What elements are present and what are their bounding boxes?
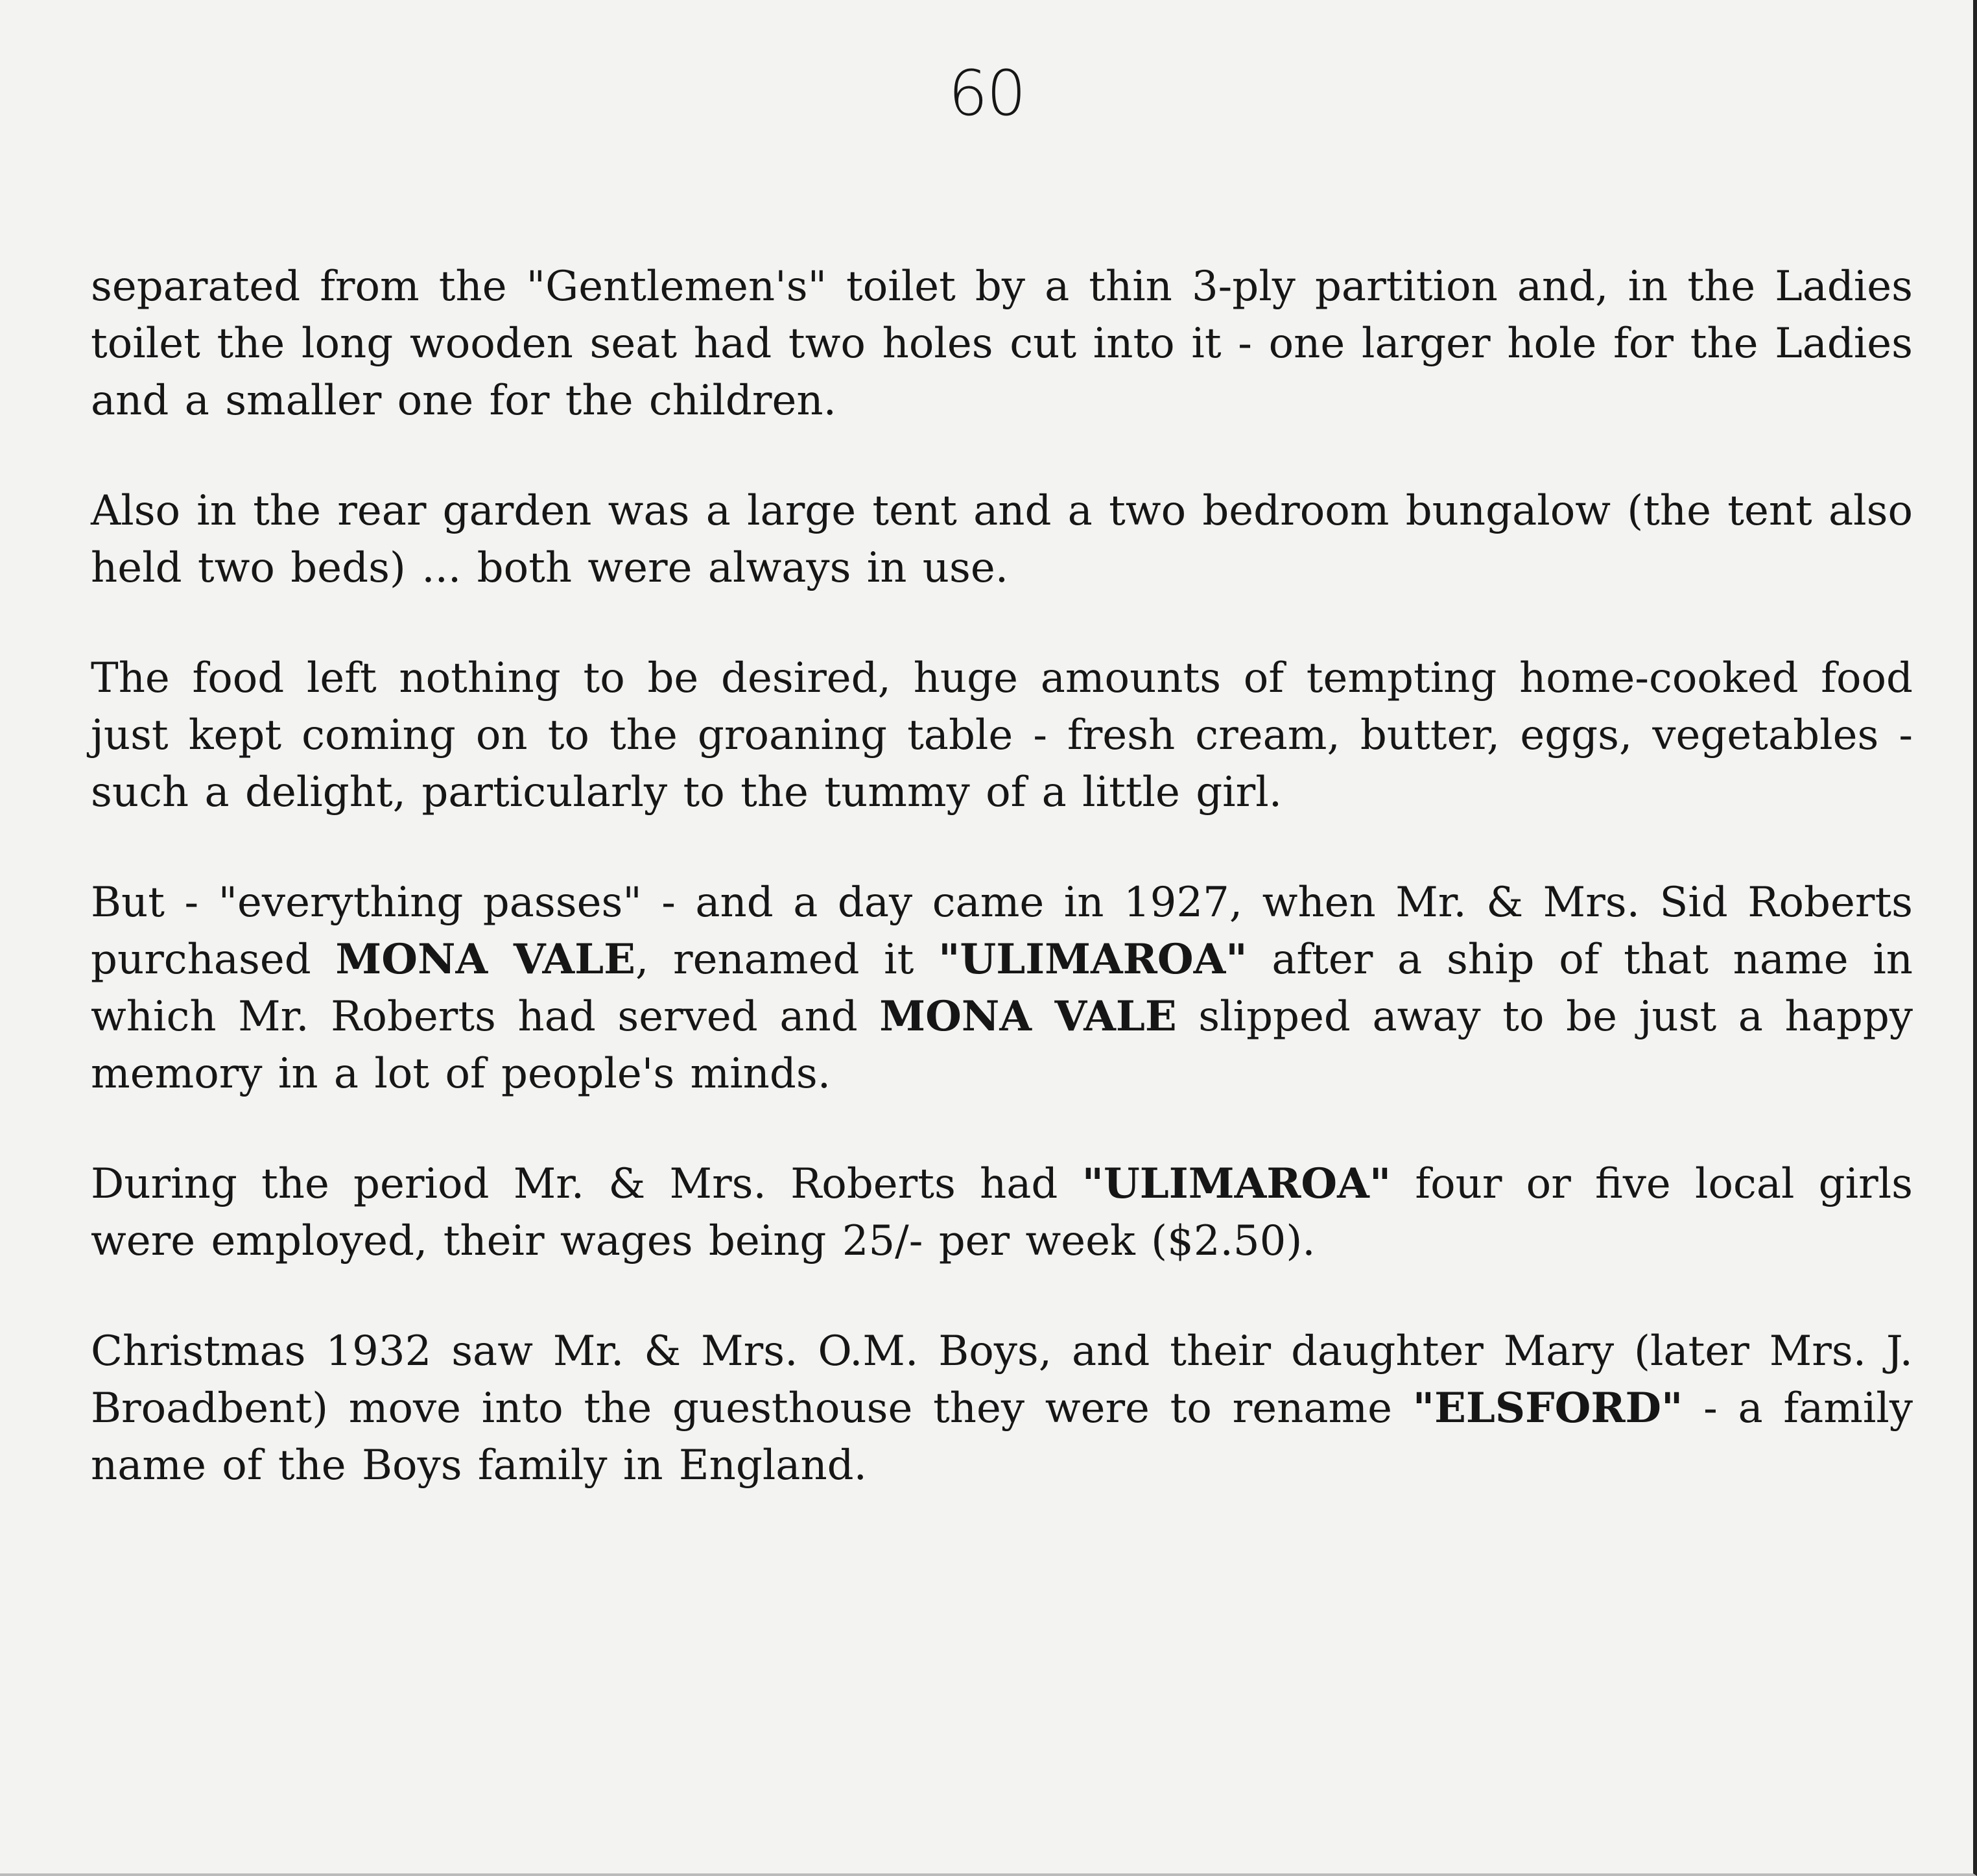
text-run: slipped away to be just a happy memory in a lot of people's minds.: [91, 993, 1913, 1098]
text-run: Also in the rear garden was a large tent and a two bedroom bungalow (the tent also held two beds) ... both were always in use.: [91, 487, 1913, 592]
body-text: [91, 258, 1913, 1494]
text-run: separated from the "Gentlemen's" toilet by a thin 3-ply partition and, in the Ladies toilet the long wooden seat had two holes cut into it - one larger hole for the Ladies and a smaller one for the children.: [91, 263, 1913, 425]
text-run: four or five local girls were employed, their wages being 25/- per week ($2.50).: [91, 1160, 1913, 1265]
bold-name: "ULIMAROA": [1082, 1159, 1391, 1208]
paragraph: [91, 874, 1913, 1102]
paragraph: [91, 1323, 1913, 1494]
text-run: Christmas 1932 saw Mr. & Mrs. O.M. Boys, and their daughter Mary (later Mrs. J. Broadbent) move into the guesthouse they were to rename: [91, 1327, 1913, 1432]
text-run: The food left nothing to be desired, huge amounts of tempting home-cooked food just kept coming on to the groaning table - fresh cream, butter, eggs, vegetables - such a delight, particularly to the tummy of a little girl.: [91, 654, 1913, 816]
text-run: But - "everything passes" - and a day came in 1927, when Mr. & Mrs. Sid Roberts purchased: [91, 879, 1913, 984]
paragraph: [91, 1156, 1913, 1270]
text-run: - a family name of the Boys family in England.: [91, 1384, 1913, 1490]
bold-name: "ELSFORD": [1412, 1384, 1683, 1432]
text-run: after a ship of that name in which Mr. Roberts had served and: [91, 936, 1913, 1041]
page-number: 60: [948, 57, 1025, 130]
paragraph: [91, 650, 1913, 821]
text-run: , renamed it: [635, 936, 939, 984]
bold-name: MONA VALE: [879, 992, 1177, 1041]
paragraph: [91, 258, 1913, 429]
text-run: During the period Mr. & Mrs. Roberts had: [91, 1160, 1082, 1208]
paragraph: [91, 482, 1913, 597]
bold-name: "ULIMAROA": [938, 935, 1248, 984]
bold-name: MONA VALE: [335, 935, 635, 984]
